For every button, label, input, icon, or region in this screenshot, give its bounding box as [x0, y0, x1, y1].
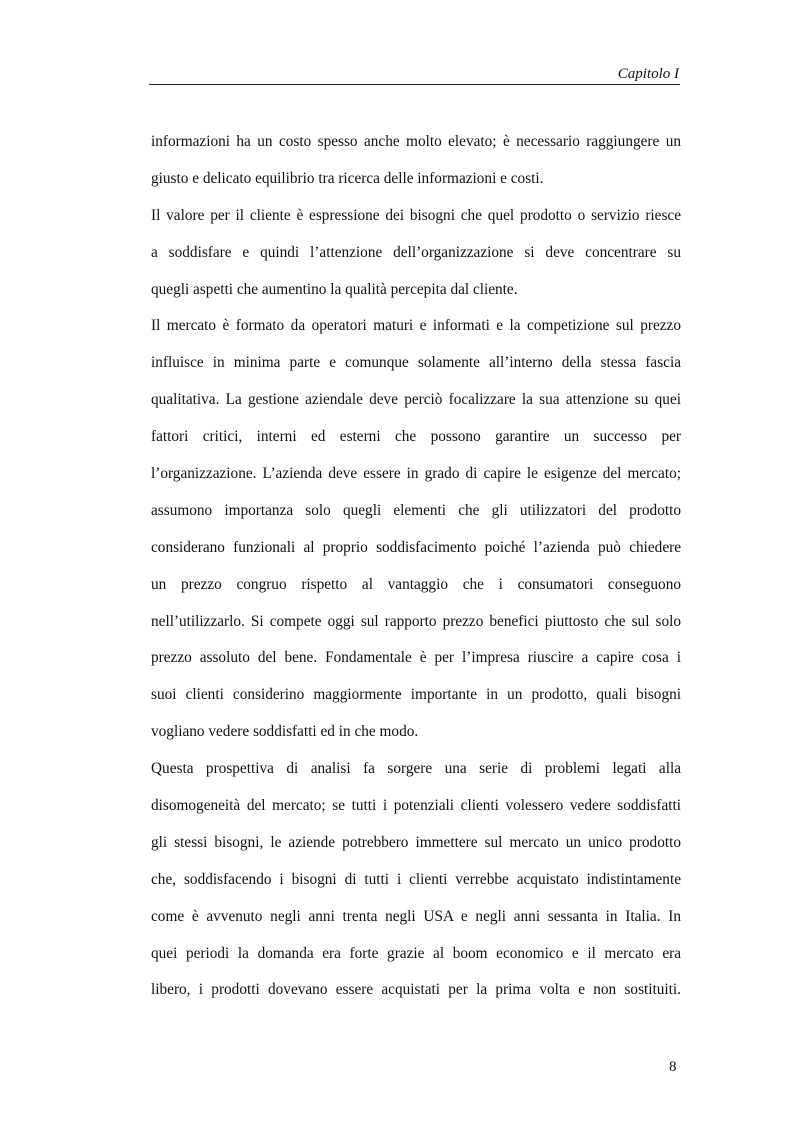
text-line: qualitativa. La gestione aziendale deve perciò focalizzare la sua attenzione su quei: [151, 391, 681, 409]
text-line: Il mercato è formato da operatori maturi e informati e la competizione sul prezzo: [151, 317, 681, 335]
text-line: influisce in minima parte e comunque solamente all’interno della stessa fascia: [151, 354, 681, 372]
text-line: vogliano vedere soddisfatti ed in che modo.: [151, 723, 419, 741]
text-line: a soddisfare e quindi l’attenzione dell’organizzazione si deve concentrare su: [151, 243, 681, 261]
body-text: [151, 124, 681, 1009]
running-header: [149, 64, 680, 85]
text-line: disomogeneità del mercato; se tutti i potenziali clienti volessero vedere soddisfatti: [151, 797, 681, 815]
text-line: prezzo assoluto del bene. Fondamentale è per l’impresa riuscire a capire cosa i: [151, 649, 681, 667]
text-line: informazioni ha un costo spesso anche molto elevato; è necessario raggiungere un: [151, 133, 681, 150]
text-line: fattori critici, interni ed esterni che possono garantire un successo per: [151, 428, 681, 446]
text-line: quegli aspetti che aumentino la qualità percepita dal cliente.: [151, 280, 518, 298]
text-line: Il valore per il cliente è espressione dei bisogni che quel prodotto o servizio riesce: [151, 206, 681, 224]
text-line: come è avvenuto negli anni trenta negli USA e negli anni sessanta in Italia. In: [151, 907, 681, 925]
text-line: assumono importanza solo quegli elementi che gli utilizzatori del prodotto: [151, 501, 681, 519]
text-line: suoi clienti considerino maggiormente importante in un prodotto, quali bisogni: [151, 686, 681, 704]
text-line: quei periodi la domanda era forte grazie al boom economico e il mercato era: [151, 944, 681, 962]
page-number: 8: [669, 1059, 677, 1075]
text-line: Questa prospettiva di analisi fa sorgere una serie di problemi legati alla: [151, 760, 681, 778]
text-line: un prezzo congruo rispetto al vantaggio che i consumatori conseguono: [151, 575, 681, 593]
text-line: nell’utilizzarlo. Si compete oggi sul rapporto prezzo benefici piuttosto che sul solo: [151, 612, 681, 630]
text-line: che, soddisfacendo i bisogni di tutti i clienti verrebbe acquistato indistintamente: [151, 870, 681, 888]
text-line: giusto e delicato equilibrio tra ricerca delle informazioni e costi.: [151, 169, 544, 187]
chapter-title: Capitolo I: [617, 66, 679, 82]
text-line: libero, i prodotti dovevano essere acquistati per la prima volta e non sostituiti.: [151, 981, 681, 999]
text-line: gli stessi bisogni, le aziende potrebbero immettere sul mercato un unico prodotto: [151, 833, 681, 851]
text-line: l’organizzazione. L’azienda deve essere in grado di capire le esigenze del mercato;: [151, 465, 681, 483]
text-line: considerano funzionali al proprio soddisfacimento poiché l’azienda può chiedere: [151, 538, 681, 556]
